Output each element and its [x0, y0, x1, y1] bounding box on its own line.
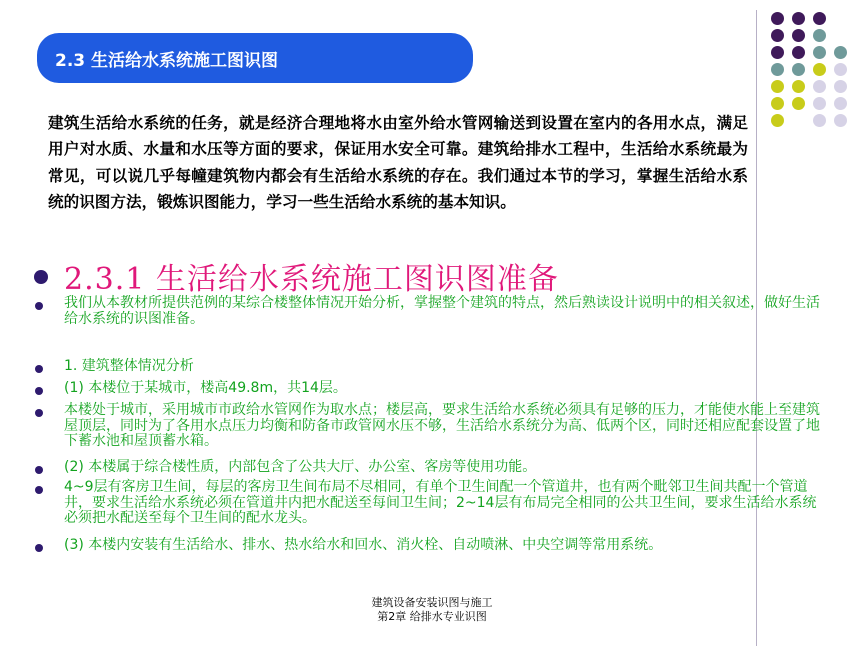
decorative-dot: [792, 46, 805, 59]
decorative-dot: [813, 12, 826, 25]
section-header-title: 2.3 生活给水系统施工图识图: [55, 50, 279, 71]
list-item-text: (3) 本楼内安装有生活给水、排水、热水给水和回水、消火栓、自动喷淋、中央空调等常用系统。: [64, 537, 663, 553]
bullet-dot-icon: [35, 544, 43, 552]
section-header-bar: [37, 33, 473, 83]
decorative-dot: [771, 63, 784, 76]
bullet-dot-icon: [35, 486, 43, 494]
decorative-dot: [792, 29, 805, 42]
bullet-dot-icon: [35, 302, 43, 310]
bullet-dot-icon: [35, 387, 43, 395]
decorative-dot: [813, 97, 826, 110]
decorative-dot: [792, 97, 805, 110]
decorative-dot: [813, 46, 826, 59]
decorative-dot: [813, 114, 826, 127]
intro-paragraph: 建筑生活给水系统的任务，就是经济合理地将水由室外给水管网输送到设置在室内的各用水点，满足用户对水质、水量和水压等方面的要求，保证用水安全可靠。建筑给排水工程中，生活给水系统最为常见，可以说几乎每幢建筑物内都会有生活给水系统的存在。我们通过本节的学习，掌握生活给水系统的识图方法，锻炼识图能力，学习一些生活给水系统的基本知识。: [48, 113, 748, 212]
decorative-dot: [813, 29, 826, 42]
bullet-dot-icon: [35, 409, 43, 417]
decorative-dot: [771, 97, 784, 110]
decorative-dot: [834, 46, 847, 59]
footer: [300, 596, 564, 624]
list-item-text: 4~9层有客房卫生间，每层的客房卫生间布局不尽相同，有单个卫生间配一个管道井，也有两个毗邻卫生间共配一个管道井，要求生活给水系统必须在管道井内把水配送至每间卫生间；2~14层有布局完全相同的公共卫生间，要求生活给水系统必须把水配送至每个卫生间的配水龙头。: [64, 479, 817, 526]
list-item-text: (1) 本楼位于某城市，楼高49.8m，共14层。: [64, 380, 347, 396]
decorative-dot: [771, 29, 784, 42]
decorative-dot: [792, 80, 805, 93]
decorative-dot: [834, 114, 847, 127]
footer-line-2: 第2章 给排水专业识图: [377, 610, 487, 623]
decorative-dot: [834, 80, 847, 93]
footer-line-1: 建筑设备安装识图与施工: [371, 596, 493, 609]
decorative-dot: [834, 97, 847, 110]
list-item-text: (2) 本楼属于综合楼性质，内部包含了公共大厅、办公室、客房等使用功能。: [64, 459, 537, 475]
section-title: 2.3.1 生活给水系统施工图识图准备: [64, 262, 559, 297]
list-item-text: 我们从本教材所提供范例的某综合楼整体情况开始分析，掌握整个建筑的特点，然后熟读设计说明中的相关叙述，做好生活给水系统的识图准备。: [64, 295, 820, 327]
decorative-dot: [771, 46, 784, 59]
decorative-dot: [834, 63, 847, 76]
bullet-dot-icon: [35, 365, 43, 373]
decorative-dot: [813, 63, 826, 76]
list-item-text: 本楼处于城市，采用城市市政给水管网作为取水点；楼层高，要求生活给水系统必须具有足够的压力，才能使水能上至建筑屋顶层，同时为了各用水点压力均衡和防备市政管网水压不够，生活给水系统分为高、低两个区，同时还相应配套设置了地下蓄水池和屋顶蓄水箱。: [64, 402, 820, 449]
decorative-dot: [771, 114, 784, 127]
decorative-dot: [771, 12, 784, 25]
decorative-dot: [813, 80, 826, 93]
section-bullet-icon: [34, 270, 48, 284]
list-item-text: 1. 建筑整体情况分析: [64, 358, 194, 374]
decorative-dot: [792, 12, 805, 25]
bullet-dot-icon: [35, 466, 43, 474]
decorative-dot: [792, 63, 805, 76]
decorative-dot: [771, 80, 784, 93]
